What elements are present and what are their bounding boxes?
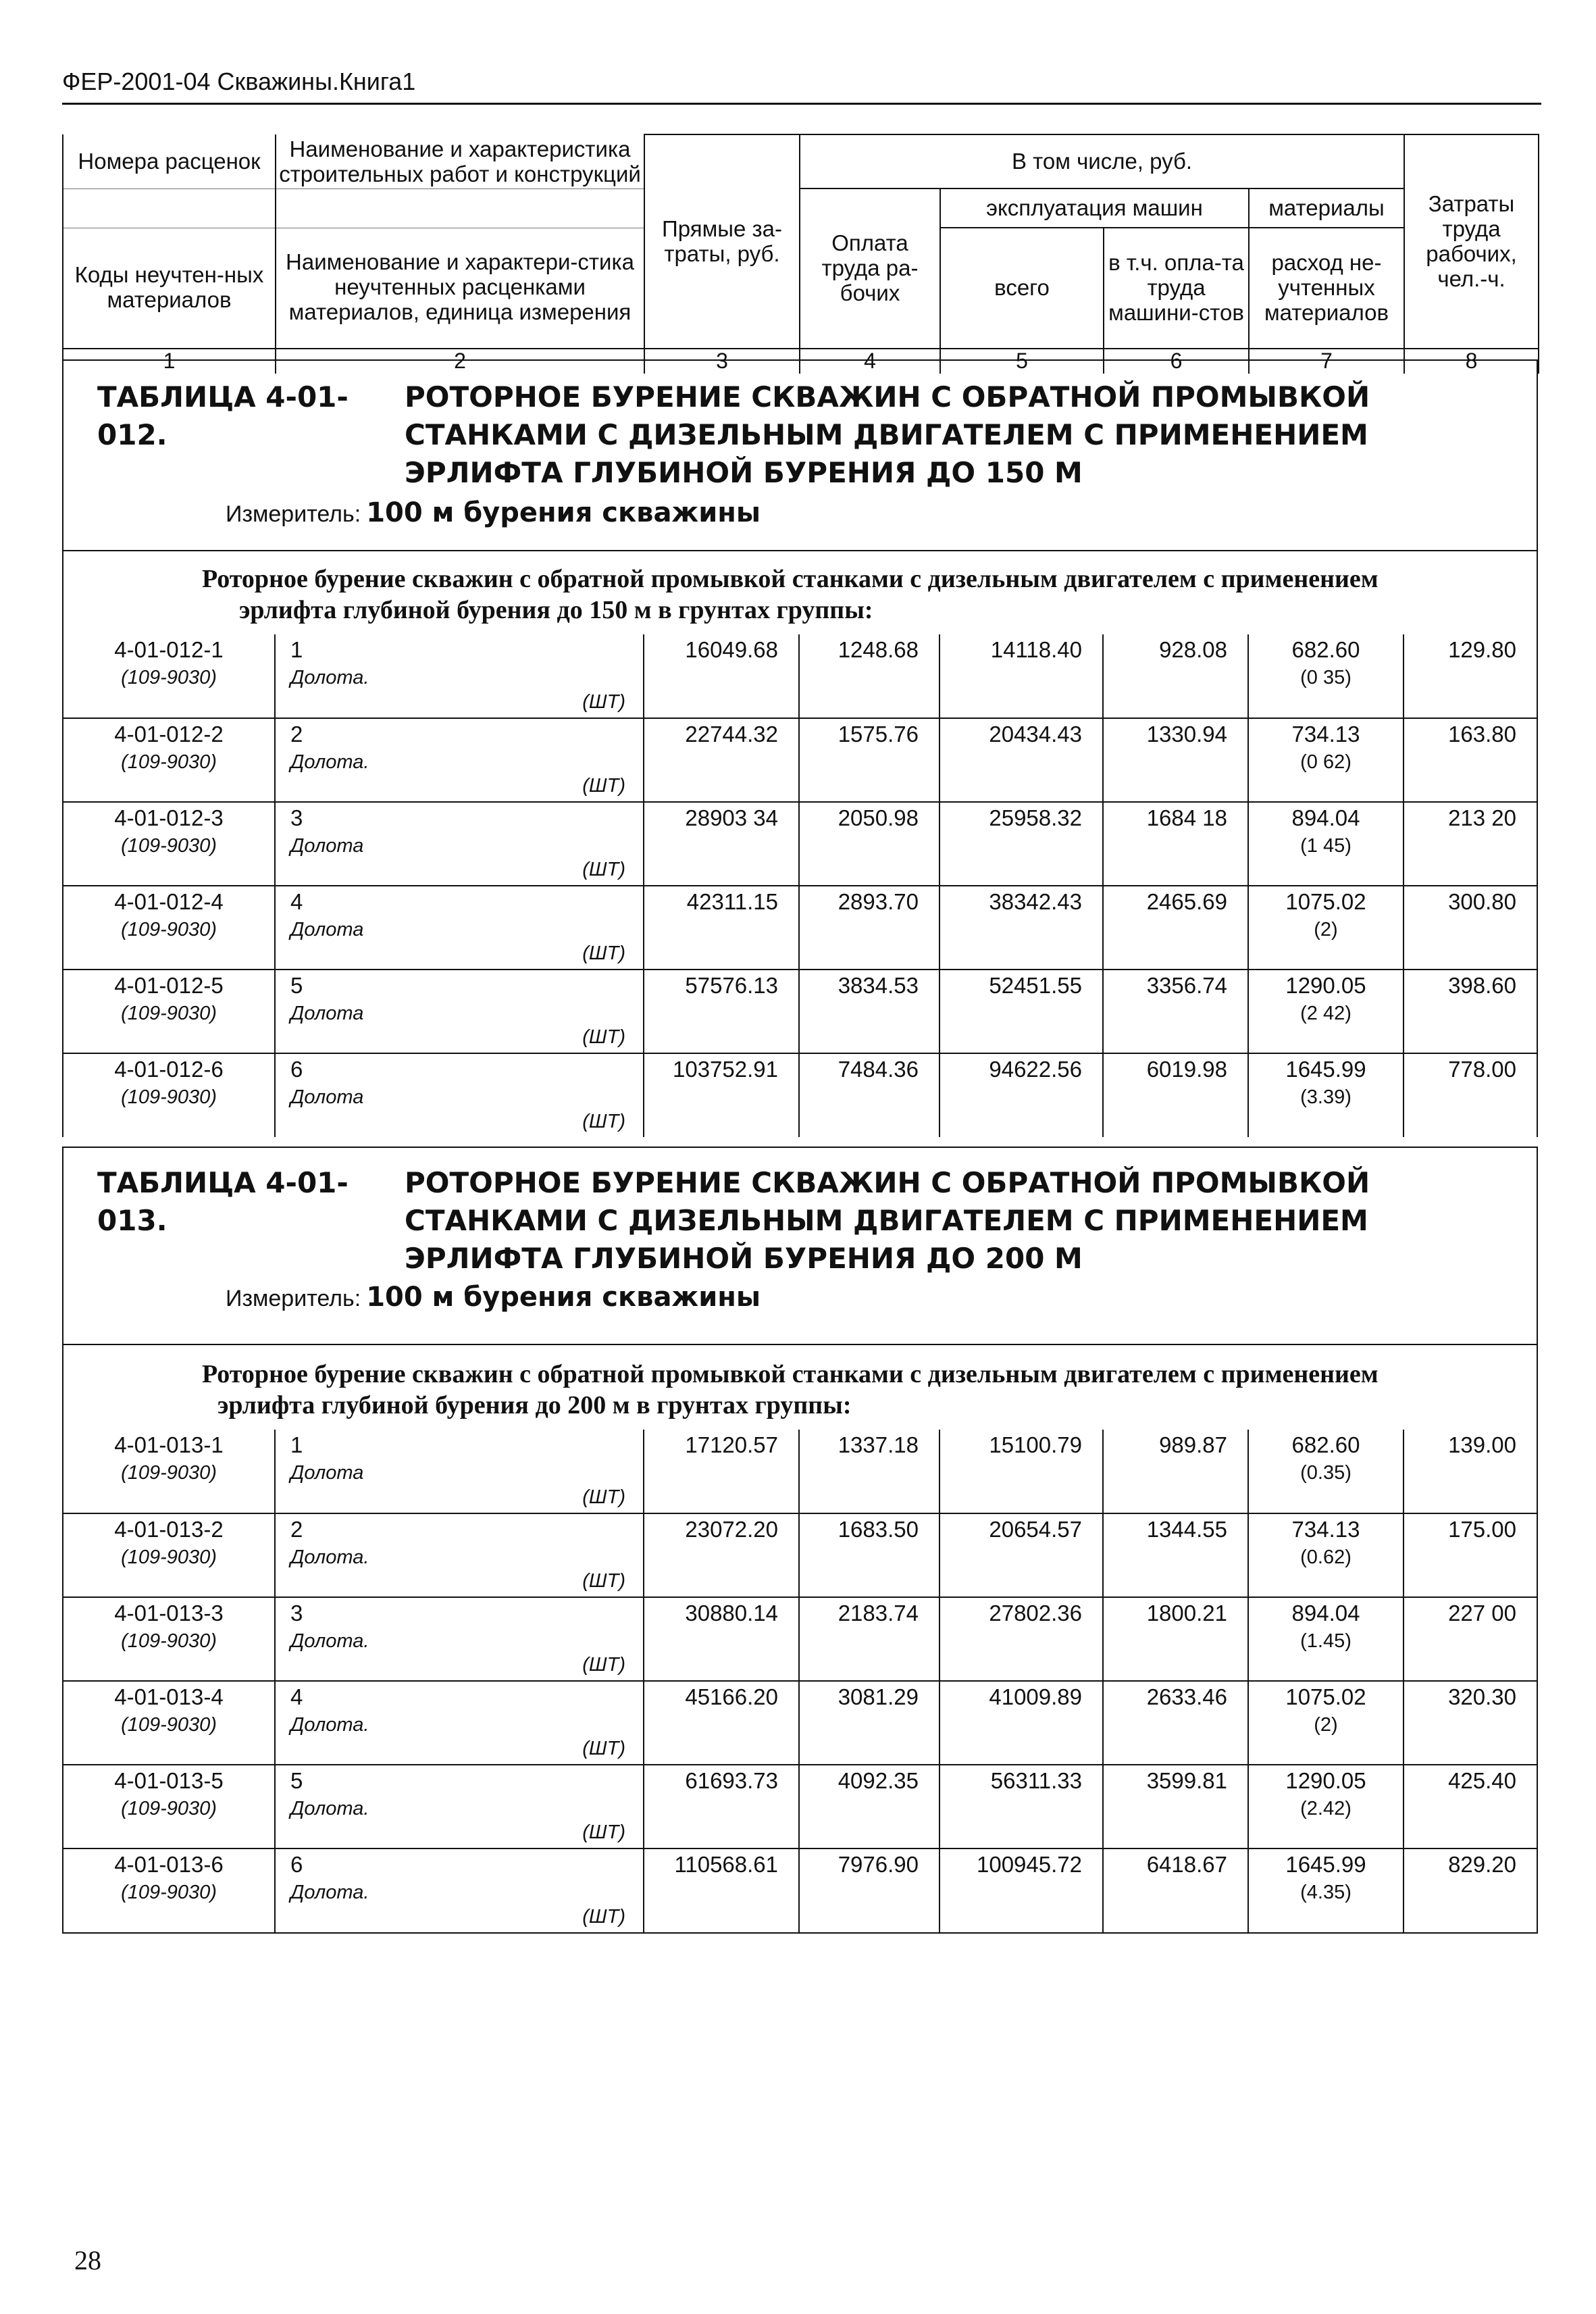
machinist-pay: 3599.81 — [1146, 1768, 1227, 1793]
col-machines-total-header: всего — [940, 228, 1104, 349]
col-rate-numbers-header-cont — [63, 188, 276, 228]
machines-total: 52451.55 — [989, 973, 1082, 998]
material-consumption: (0 35) — [1300, 667, 1352, 688]
rate-code: 4-01-013-2 — [114, 1517, 224, 1542]
col-number: 7 — [1249, 349, 1404, 374]
material-name: Долота. — [290, 1546, 369, 1568]
machinist-pay: 3356.74 — [1146, 973, 1227, 998]
col-material-codes-header: Коды неучтен-ных материалов — [63, 228, 276, 349]
material-unit: (ШТ) — [582, 1570, 625, 1592]
header-rule — [62, 103, 1541, 105]
machines-total: 27802.36 — [989, 1601, 1082, 1626]
col-direct-costs-header: Прямые за-траты, руб. — [644, 134, 800, 349]
material-name: Долота — [290, 1086, 364, 1108]
labor-pay: 1248.68 — [838, 637, 919, 662]
machinist-pay: 6418.67 — [1146, 1852, 1227, 1877]
direct-costs: 17120.57 — [685, 1432, 778, 1457]
table-title-block — [63, 1147, 1537, 1345]
material-name: Долота — [290, 1003, 364, 1024]
materials-cost: 1645.99 — [1285, 1057, 1366, 1082]
direct-costs: 42311.15 — [686, 889, 778, 914]
direct-costs: 110568.61 — [674, 1852, 778, 1877]
material-code: (109-9030) — [121, 1003, 217, 1024]
material-code: (109-9030) — [121, 1546, 217, 1568]
machines-total: 38342.43 — [989, 889, 1082, 914]
labor-hours: 398.60 — [1448, 973, 1516, 998]
direct-costs: 45166.20 — [685, 1684, 778, 1709]
col-material-name-header: Наименование и характери-стика неучтенных расценками материалов, единица измерения — [276, 228, 644, 349]
material-code: (109-9030) — [121, 1714, 217, 1736]
material-code: (109-9030) — [121, 1462, 217, 1484]
measure-value: 100 м бурения скважины — [366, 1282, 761, 1313]
direct-costs: 61693.73 — [685, 1768, 778, 1793]
table-title — [97, 1164, 1516, 1278]
soil-group-number: 3 — [290, 805, 303, 830]
measure-line — [226, 497, 761, 528]
material-unit: (ШТ) — [582, 1026, 625, 1048]
rate-code: 4-01-012-1 — [114, 637, 224, 662]
machinist-pay: 928.08 — [1159, 637, 1227, 662]
document-header: ФЕР-2001-04 Скважины.Книга1 — [62, 68, 416, 95]
material-unit: (ШТ) — [582, 775, 625, 797]
soil-group-number: 1 — [290, 637, 303, 662]
material-unit: (ШТ) — [582, 1111, 625, 1132]
col-machinist-pay-header: в т.ч. опла-та труда машини-стов — [1104, 228, 1249, 349]
table-row — [63, 886, 1537, 970]
measure-line — [226, 1282, 761, 1313]
material-unit: (ШТ) — [582, 1486, 625, 1508]
machines-total: 14118.40 — [990, 637, 1082, 662]
soil-group-number: 1 — [290, 1432, 303, 1457]
material-name: Долота. — [290, 1882, 369, 1903]
labor-pay: 7976.90 — [838, 1852, 919, 1877]
material-consumption: (0.35) — [1300, 1462, 1352, 1484]
machines-total: 94622.56 — [989, 1057, 1082, 1082]
materials-cost: 894.04 — [1291, 1601, 1360, 1626]
labor-pay: 2893.70 — [838, 889, 919, 914]
table-title — [97, 378, 1516, 492]
labor-pay: 7484.36 — [838, 1057, 919, 1082]
materials-cost: 734.13 — [1291, 722, 1360, 747]
labor-hours: 227 00 — [1448, 1601, 1516, 1626]
material-unit: (ШТ) — [582, 1738, 625, 1759]
machinist-pay: 2633.46 — [1146, 1684, 1227, 1709]
col-rate-numbers-header: Номера расценок — [63, 134, 276, 188]
labor-pay: 2050.98 — [838, 805, 919, 830]
soil-group-number: 4 — [290, 889, 303, 914]
col-material-consumption-header: расход не-учтенных материалов — [1249, 228, 1404, 349]
machines-total: 25958.32 — [989, 805, 1082, 830]
materials-cost: 682.60 — [1291, 1432, 1360, 1457]
col-number: 2 — [276, 349, 644, 374]
soil-group-caption — [63, 551, 1537, 634]
materials-cost: 1075.02 — [1285, 889, 1366, 914]
table-label: ТАБЛИЦА 4-01-012. — [97, 380, 349, 451]
material-unit: (ШТ) — [582, 1906, 625, 1928]
table-row — [63, 1848, 1537, 1932]
group-caption-line2: эрлифта глубиной бурения до 150 м в грунтах группы: — [239, 596, 873, 624]
material-unit: (ШТ) — [582, 1821, 625, 1843]
machinist-pay: 989.87 — [1159, 1432, 1227, 1457]
material-code: (109-9030) — [121, 1630, 217, 1652]
col-machines-header: эксплуатация машин — [940, 188, 1249, 228]
labor-hours: 139.00 — [1448, 1432, 1516, 1457]
table-title-block — [63, 359, 1537, 551]
soil-group-number: 6 — [290, 1057, 303, 1082]
col-number: 1 — [63, 349, 276, 374]
rate-code: 4-01-013-5 — [114, 1768, 224, 1793]
materials-cost: 734.13 — [1291, 1517, 1360, 1542]
rate-code: 4-01-013-1 — [114, 1432, 224, 1457]
material-unit: (ШТ) — [582, 1654, 625, 1676]
rate-code: 4-01-012-3 — [114, 805, 224, 830]
table-row — [63, 1597, 1537, 1681]
material-name: Долота — [290, 919, 364, 940]
labor-pay: 3081.29 — [838, 1684, 919, 1709]
machinist-pay: 6019.98 — [1146, 1057, 1227, 1082]
material-unit: (ШТ) — [582, 942, 625, 964]
direct-costs: 16049.68 — [685, 637, 778, 662]
rate-code: 4-01-012-4 — [114, 889, 224, 914]
material-consumption: (2) — [1314, 1714, 1338, 1736]
measure-label: Измеритель: — [226, 1286, 361, 1311]
col-number: 6 — [1104, 349, 1249, 374]
rate-code: 4-01-012-5 — [114, 973, 224, 998]
machines-total: 15100.79 — [989, 1432, 1082, 1457]
soil-group-number: 2 — [290, 1517, 303, 1542]
rate-code: 4-01-013-6 — [114, 1852, 224, 1877]
table-row — [63, 1053, 1537, 1137]
table-section-012 — [62, 359, 1538, 1137]
table-row — [63, 1681, 1537, 1765]
material-consumption: (1 45) — [1300, 835, 1352, 857]
material-unit: (ШТ) — [582, 691, 625, 713]
material-consumption: (4.35) — [1300, 1882, 1352, 1903]
material-code: (109-9030) — [121, 667, 217, 688]
labor-hours: 175.00 — [1448, 1517, 1516, 1542]
rate-code: 4-01-012-6 — [114, 1057, 224, 1082]
material-consumption: (0 62) — [1300, 751, 1352, 773]
materials-cost: 894.04 — [1291, 805, 1360, 830]
col-number: 3 — [644, 349, 800, 374]
col-work-name-header-cont — [276, 188, 644, 228]
col-group-header: В том числе, руб. — [800, 134, 1404, 188]
material-name: Долота. — [290, 1630, 369, 1652]
material-code: (109-9030) — [121, 919, 217, 940]
material-consumption: (2 42) — [1300, 1003, 1352, 1024]
material-name: Долота — [290, 1462, 364, 1484]
labor-hours: 129.80 — [1448, 637, 1516, 662]
material-code: (109-9030) — [121, 835, 217, 857]
group-caption-line1: Роторное бурение скважин с обратной промывкой станками с дизельным двигателем с применением — [202, 1360, 1379, 1388]
labor-hours: 829.20 — [1448, 1852, 1516, 1877]
machinist-pay: 2465.69 — [1146, 889, 1227, 914]
table-row — [63, 802, 1537, 886]
labor-hours: 778.00 — [1448, 1057, 1516, 1082]
labor-hours: 163.80 — [1448, 722, 1516, 747]
labor-pay: 3834.53 — [838, 973, 919, 998]
machinist-pay: 1800.21 — [1146, 1601, 1227, 1626]
material-code: (109-9030) — [121, 1882, 217, 1903]
direct-costs: 57576.13 — [685, 973, 778, 998]
table-row — [63, 970, 1537, 1053]
labor-pay: 1683.50 — [838, 1517, 919, 1542]
labor-pay: 1337.18 — [838, 1432, 919, 1457]
machines-total: 20434.43 — [989, 722, 1082, 747]
col-number: 8 — [1404, 349, 1539, 374]
material-consumption: (2) — [1314, 919, 1338, 940]
rate-code: 4-01-013-4 — [114, 1684, 224, 1709]
col-labor-hours-header: Затраты труда рабочих, чел.-ч. — [1404, 134, 1539, 349]
col-materials-header: материалы — [1249, 188, 1404, 228]
col-labor-pay-header: Оплата труда ра-бочих — [800, 188, 940, 349]
table-row — [63, 1513, 1537, 1597]
soil-group-number: 3 — [290, 1601, 303, 1626]
group-caption-line1: Роторное бурение скважин с обратной промывкой станками с дизельным двигателем с применением — [202, 565, 1379, 593]
measure-value: 100 м бурения скважины — [366, 497, 761, 528]
material-consumption: (0.62) — [1300, 1546, 1352, 1568]
machines-total: 41009.89 — [989, 1684, 1082, 1709]
measure-label: Измеритель: — [226, 501, 361, 527]
machines-total: 100945.72 — [977, 1852, 1082, 1877]
labor-hours: 213 20 — [1448, 805, 1516, 830]
table-title-text: РОТОРНОЕ БУРЕНИЕ СКВАЖИН С ОБРАТНОЙ ПРОМЫВКОЙ СТАНКАМИ С ДИЗЕЛЬНЫМ ДВИГАТЕЛЕМ С ПРИМЕНЕНИЕМ ЭРЛИФТА ГЛУБИНОЙ БУРЕНИЯ ДО 150 М — [405, 380, 1370, 489]
soil-group-number: 5 — [290, 973, 303, 998]
labor-pay: 1575.76 — [838, 722, 919, 747]
direct-costs: 103752.91 — [673, 1057, 778, 1082]
material-consumption: (1.45) — [1300, 1630, 1352, 1652]
direct-costs: 28903 34 — [685, 805, 778, 830]
table-section-013 — [62, 1147, 1538, 1934]
material-name: Долота. — [290, 667, 369, 688]
machines-total: 56311.33 — [990, 1768, 1082, 1793]
labor-pay: 4092.35 — [838, 1768, 919, 1793]
machinist-pay: 1684 18 — [1146, 805, 1227, 830]
rates-table — [63, 634, 1537, 1137]
materials-cost: 1290.05 — [1285, 1768, 1366, 1793]
machinist-pay: 1330.94 — [1146, 722, 1227, 747]
machines-total: 20654.57 — [989, 1517, 1082, 1542]
direct-costs: 23072.20 — [685, 1517, 778, 1542]
rate-code: 4-01-013-3 — [114, 1601, 224, 1626]
rate-code: 4-01-012-2 — [114, 722, 224, 747]
soil-group-number: 6 — [290, 1852, 303, 1877]
materials-cost: 682.60 — [1291, 637, 1360, 662]
table-label: ТАБЛИЦА 4-01-013. — [97, 1166, 349, 1237]
materials-cost: 1290.05 — [1285, 973, 1366, 998]
material-name: Долота. — [290, 1798, 369, 1819]
materials-cost: 1645.99 — [1285, 1852, 1366, 1877]
rates-table — [63, 1430, 1537, 1932]
material-unit: (ШТ) — [582, 859, 625, 880]
material-name: Долота. — [290, 1714, 369, 1736]
labor-hours: 320.30 — [1448, 1684, 1516, 1709]
material-code: (109-9030) — [121, 751, 217, 773]
col-number: 4 — [800, 349, 940, 374]
soil-group-caption — [63, 1345, 1537, 1430]
material-code: (109-9030) — [121, 1086, 217, 1108]
soil-group-number: 2 — [290, 722, 303, 747]
col-work-name-header: Наименование и характеристика строительных работ и конструкций — [276, 134, 644, 188]
material-name: Долота. — [290, 751, 369, 773]
material-consumption: (3.39) — [1300, 1086, 1352, 1108]
soil-group-number: 4 — [290, 1684, 303, 1709]
table-row — [63, 1765, 1537, 1848]
group-caption-line2: эрлифта глубиной бурения до 200 м в грунтах группы: — [217, 1391, 852, 1419]
direct-costs: 22744.32 — [685, 722, 778, 747]
labor-pay: 2183.74 — [838, 1601, 919, 1626]
materials-cost: 1075.02 — [1285, 1684, 1366, 1709]
material-code: (109-9030) — [121, 1798, 217, 1819]
machinist-pay: 1344.55 — [1146, 1517, 1227, 1542]
col-number: 5 — [940, 349, 1104, 374]
material-name: Долота — [290, 835, 364, 857]
column-header-table — [62, 134, 1539, 374]
page-number: 28 — [74, 2245, 101, 2275]
table-row — [63, 634, 1537, 718]
soil-group-number: 5 — [290, 1768, 303, 1793]
table-row — [63, 718, 1537, 802]
labor-hours: 425.40 — [1448, 1768, 1516, 1793]
material-consumption: (2.42) — [1300, 1798, 1352, 1819]
table-title-text: РОТОРНОЕ БУРЕНИЕ СКВАЖИН С ОБРАТНОЙ ПРОМЫВКОЙ СТАНКАМИ С ДИЗЕЛЬНЫМ ДВИГАТЕЛЕМ С ПРИМЕНЕНИЕМ ЭРЛИФТА ГЛУБИНОЙ БУРЕНИЯ ДО 200 М — [405, 1166, 1370, 1275]
table-row — [63, 1430, 1537, 1513]
labor-hours: 300.80 — [1448, 889, 1516, 914]
direct-costs: 30880.14 — [685, 1601, 778, 1626]
